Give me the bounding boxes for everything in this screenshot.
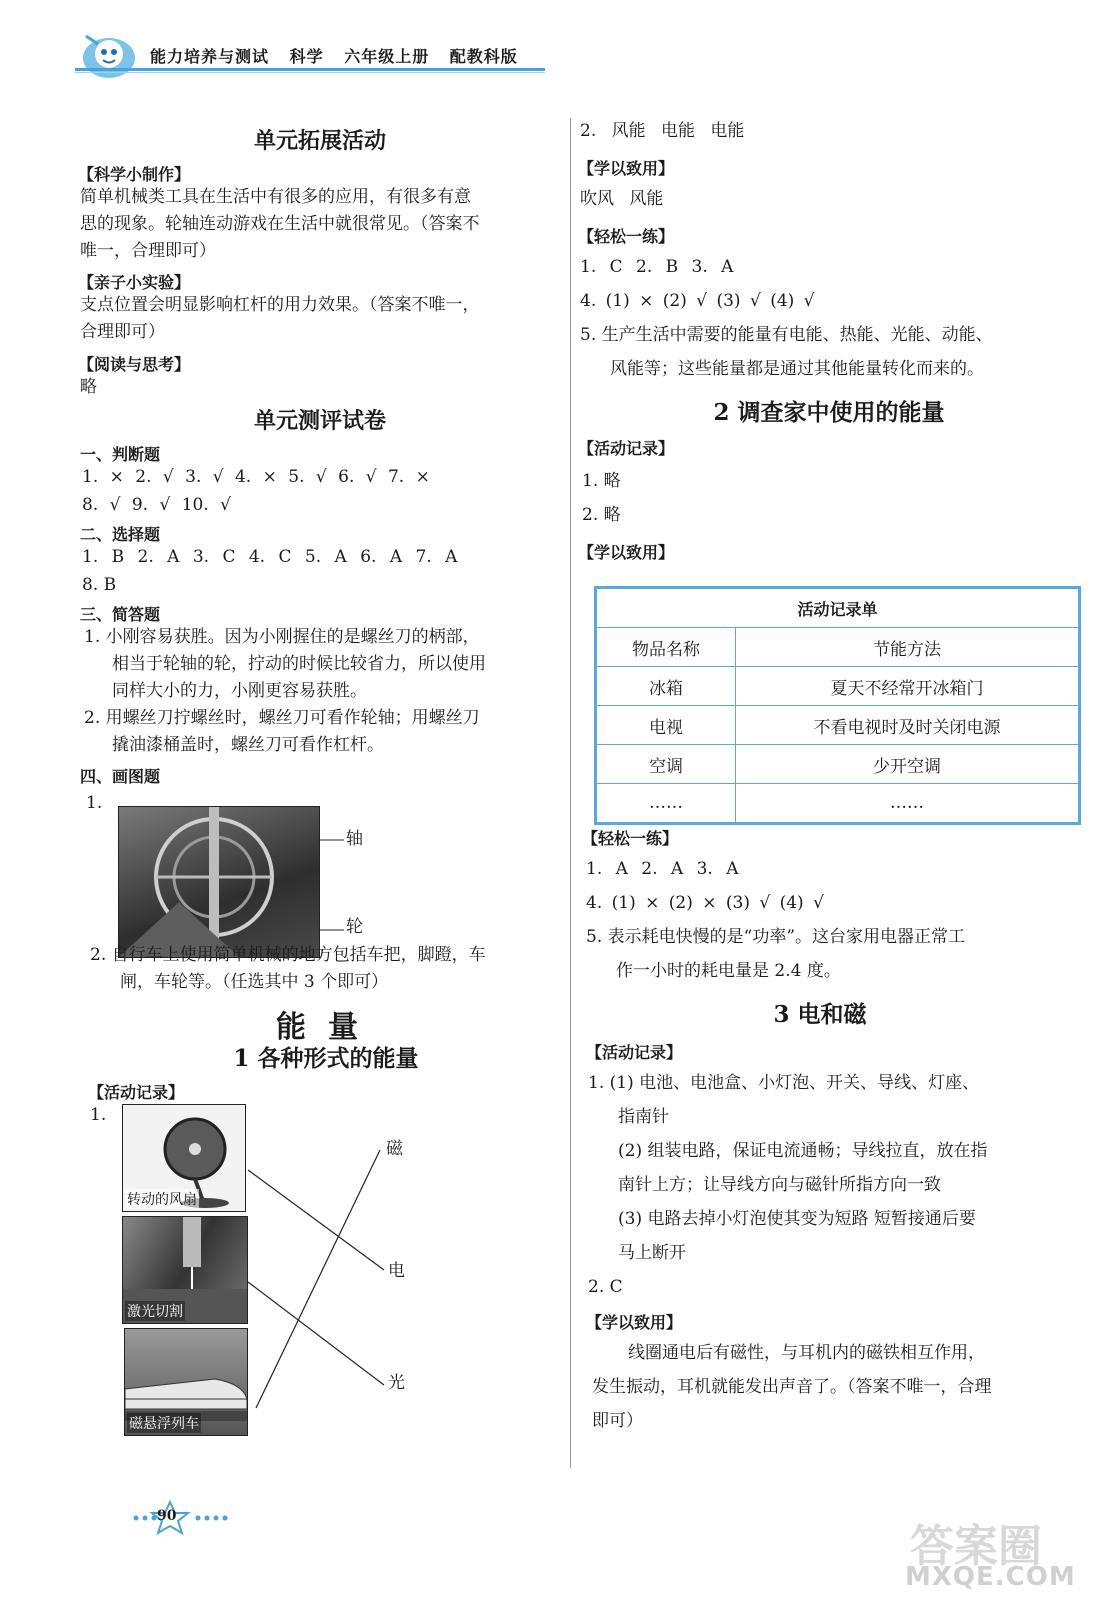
wheel-illustration bbox=[119, 807, 319, 957]
table-cell: 空调 bbox=[596, 745, 736, 784]
maglev-photo bbox=[124, 1328, 248, 1436]
header-book: 能力培养与测试 bbox=[150, 47, 270, 66]
apply3-line-2: 发生振动，耳机就能发出声音了。（答案不唯一，合理 bbox=[592, 1377, 992, 1397]
tag-apply-1: 【学以致用】 bbox=[578, 159, 675, 178]
tag-apply-3: 【学以致用】 bbox=[586, 1313, 683, 1332]
make-line-1: 简单机械类工具在生活中有很多的应用，有很多有意 bbox=[80, 187, 471, 207]
table-row bbox=[596, 745, 1080, 784]
activity-record-table bbox=[594, 586, 1081, 825]
judge-answers-2: 8. √ 9. √ 10. √ bbox=[82, 495, 231, 515]
practice1-line-3a: 5. 生产生活中需要的能量有电能、热能、光能、动能、 bbox=[580, 325, 993, 345]
header-rule bbox=[75, 68, 545, 71]
table-cell: …… bbox=[596, 784, 736, 824]
laser-photo bbox=[122, 1216, 248, 1324]
practice1-line-3b: 风能等；这些能量都是通过其他能量转化而来的。 bbox=[610, 359, 984, 379]
activity2-line-1: 1. 略 bbox=[582, 471, 621, 491]
column-divider bbox=[570, 118, 571, 1468]
header-edition: 配教科版 bbox=[449, 47, 518, 66]
caption-laser: 激光切割 bbox=[125, 1301, 185, 1321]
short-line-1: 1. 小刚容易获胜。因为小刚握住的是螺丝刀的柄部， bbox=[84, 627, 480, 647]
short-line-2: 相当于轮轴的轮，拧动的时候比较省力，所以使用 bbox=[112, 654, 486, 674]
activity3-line-5: (3) 电路去掉小灯泡使其变为短路 短暂接通后要 bbox=[618, 1209, 976, 1229]
table-row bbox=[596, 667, 1080, 706]
practice2-line-1: 1. A 2. A 3. A bbox=[586, 859, 739, 879]
short-line-4: 2. 用螺丝刀拧螺丝时，螺丝刀可看作轮轴；用螺丝刀 bbox=[84, 708, 480, 728]
table-cell: …… bbox=[736, 784, 1080, 824]
match-label-magnetic: 磁 bbox=[386, 1139, 403, 1159]
energy-unit-title: 能量 bbox=[276, 1010, 380, 1045]
read-answer: 略 bbox=[80, 377, 97, 397]
judge-answers-1: 1. × 2. √ 3. √ 4. × 5. √ 6. √ 7. × bbox=[82, 467, 430, 487]
activity3-line-3: (2) 组装电路，保证电流通畅；导线拉直，放在指 bbox=[618, 1141, 988, 1161]
header-rule-thin bbox=[75, 72, 545, 73]
tag-activity-record-1: 【活动记录】 bbox=[88, 1083, 185, 1102]
drawing2-line-2: 闸，车轮等。（任选其中 3 个即可） bbox=[120, 972, 389, 992]
section-short-answer: 三、简答题 bbox=[80, 605, 161, 624]
short-line-5: 撬油漆桶盖时，螺丝刀可看作杠杆。 bbox=[112, 735, 384, 755]
drawing-number-1: 1. bbox=[86, 793, 103, 813]
lesson3-title: 3 电和磁 bbox=[773, 1001, 867, 1028]
apply1-answer: 吹风 风能 bbox=[580, 189, 664, 209]
table-row bbox=[596, 706, 1080, 745]
tag-family-experiment: 【亲子小实验】 bbox=[78, 273, 191, 292]
practice2-line-3b: 作一小时的耗电量是 2.4 度。 bbox=[616, 961, 841, 981]
table-cell: 夏天不经常开冰箱门 bbox=[736, 667, 1080, 706]
table-cell: 不看电视时及时关闭电源 bbox=[736, 706, 1080, 745]
apply3-line-1: 线圈通电后有磁性，与耳机内的磁铁相互作用， bbox=[628, 1343, 985, 1363]
make-line-2: 思的现象。轮轴连动游戏在生活中就很常见。（答案不 bbox=[80, 214, 480, 234]
practice2-line-2: 4. (1) × (2) × (3) √ (4) √ bbox=[586, 893, 824, 913]
unit-test-title: 单元测评试卷 bbox=[253, 408, 386, 434]
drawing2-line-1: 2. 自行车上使用简单机械的地方包括车把，脚蹬，车 bbox=[90, 945, 486, 965]
match-number: 1. bbox=[90, 1105, 107, 1125]
short-line-3: 同样大小的力，小刚更容易获胜。 bbox=[112, 681, 367, 701]
match-label-light: 光 bbox=[388, 1373, 405, 1393]
page-number-badge bbox=[130, 1500, 250, 1536]
tag-science-make: 【科学小制作】 bbox=[78, 165, 191, 184]
unit-activity-title: 单元拓展活动 bbox=[253, 128, 386, 154]
practice1-line-2: 4. (1) × (2) √ (3) √ (4) √ bbox=[580, 291, 815, 311]
exp-line-1: 支点位置会明显影响杠杆的用力效果。（答案不唯一， bbox=[80, 295, 480, 315]
practice1-line-1: 1. C 2. B 3. A bbox=[580, 257, 734, 277]
header-title bbox=[150, 44, 532, 67]
header-subject: 科学 bbox=[289, 47, 324, 66]
choice-answers-1: 1. B 2. A 3. C 4. C 5. A 6. A 7. A bbox=[82, 547, 458, 567]
activity3-line-4: 南针上方；让导线方向与磁针所指方向一致 bbox=[618, 1175, 941, 1195]
watermark-logo: 答案圈 bbox=[910, 1521, 1042, 1572]
matching-lines bbox=[246, 1140, 386, 1410]
make-line-3: 唯一，合理即可） bbox=[80, 241, 216, 261]
wheel-axle-photo bbox=[118, 806, 320, 958]
lesson1-title: 1 各种形式的能量 bbox=[233, 1045, 419, 1072]
activity2-line-2: 2. 略 bbox=[582, 505, 621, 525]
label-axle: 轴 bbox=[346, 829, 363, 849]
activity3-line-6: 马上断开 bbox=[618, 1243, 686, 1263]
section-judge: 一、判断题 bbox=[80, 445, 161, 464]
label-wheel: 轮 bbox=[346, 917, 363, 937]
lesson2-title: 2 调查家中使用的能量 bbox=[713, 399, 945, 426]
activity3-line-1: 1. (1) 电池、电池盒、小灯泡、开关、导线、灯座、 bbox=[588, 1073, 980, 1093]
watermark-url: MXQE.COM bbox=[905, 1562, 1076, 1592]
label-leader-lines bbox=[318, 830, 346, 940]
energy-q2-answer: 2. 风能 电能 电能 bbox=[580, 121, 745, 141]
tag-activity-record-2: 【活动记录】 bbox=[578, 439, 675, 458]
table-head-item: 物品名称 bbox=[596, 628, 736, 667]
table-cell: 少开空调 bbox=[736, 745, 1080, 784]
tag-practice-1: 【轻松一练】 bbox=[578, 227, 675, 246]
table-cell: 电视 bbox=[596, 706, 736, 745]
star-icon bbox=[130, 1500, 250, 1536]
section-choice: 二、选择题 bbox=[80, 525, 161, 544]
tag-apply-2: 【学以致用】 bbox=[578, 543, 675, 562]
table-row bbox=[596, 784, 1080, 824]
fan-photo bbox=[122, 1104, 246, 1212]
tag-practice-2: 【轻松一练】 bbox=[582, 829, 679, 848]
caption-maglev: 磁悬浮列车 bbox=[127, 1413, 201, 1433]
page-number: 90 bbox=[157, 1508, 177, 1524]
section-drawing: 四、画图题 bbox=[80, 767, 161, 786]
activity3-line-2: 指南针 bbox=[618, 1107, 669, 1127]
apply3-line-3: 即可） bbox=[592, 1411, 643, 1431]
caption-fan: 转动的风扇 bbox=[125, 1189, 199, 1209]
choice-answers-2: 8. B bbox=[82, 575, 117, 595]
exp-line-2: 合理即可） bbox=[80, 322, 165, 342]
activity3-q2: 2. C bbox=[588, 1277, 623, 1297]
table-caption: 活动记录单 bbox=[596, 588, 1080, 628]
tag-activity-record-3: 【活动记录】 bbox=[586, 1043, 683, 1062]
match-label-electric: 电 bbox=[388, 1261, 405, 1281]
table-header-row bbox=[596, 628, 1080, 667]
tag-read-think: 【阅读与思考】 bbox=[78, 355, 191, 374]
practice2-line-3a: 5. 表示耗电快慢的是“功率”。这台家用电器正常工 bbox=[586, 927, 966, 947]
table-head-method: 节能方法 bbox=[736, 628, 1080, 667]
header-grade: 六年级上册 bbox=[344, 47, 430, 66]
table-cell: 冰箱 bbox=[596, 667, 736, 706]
